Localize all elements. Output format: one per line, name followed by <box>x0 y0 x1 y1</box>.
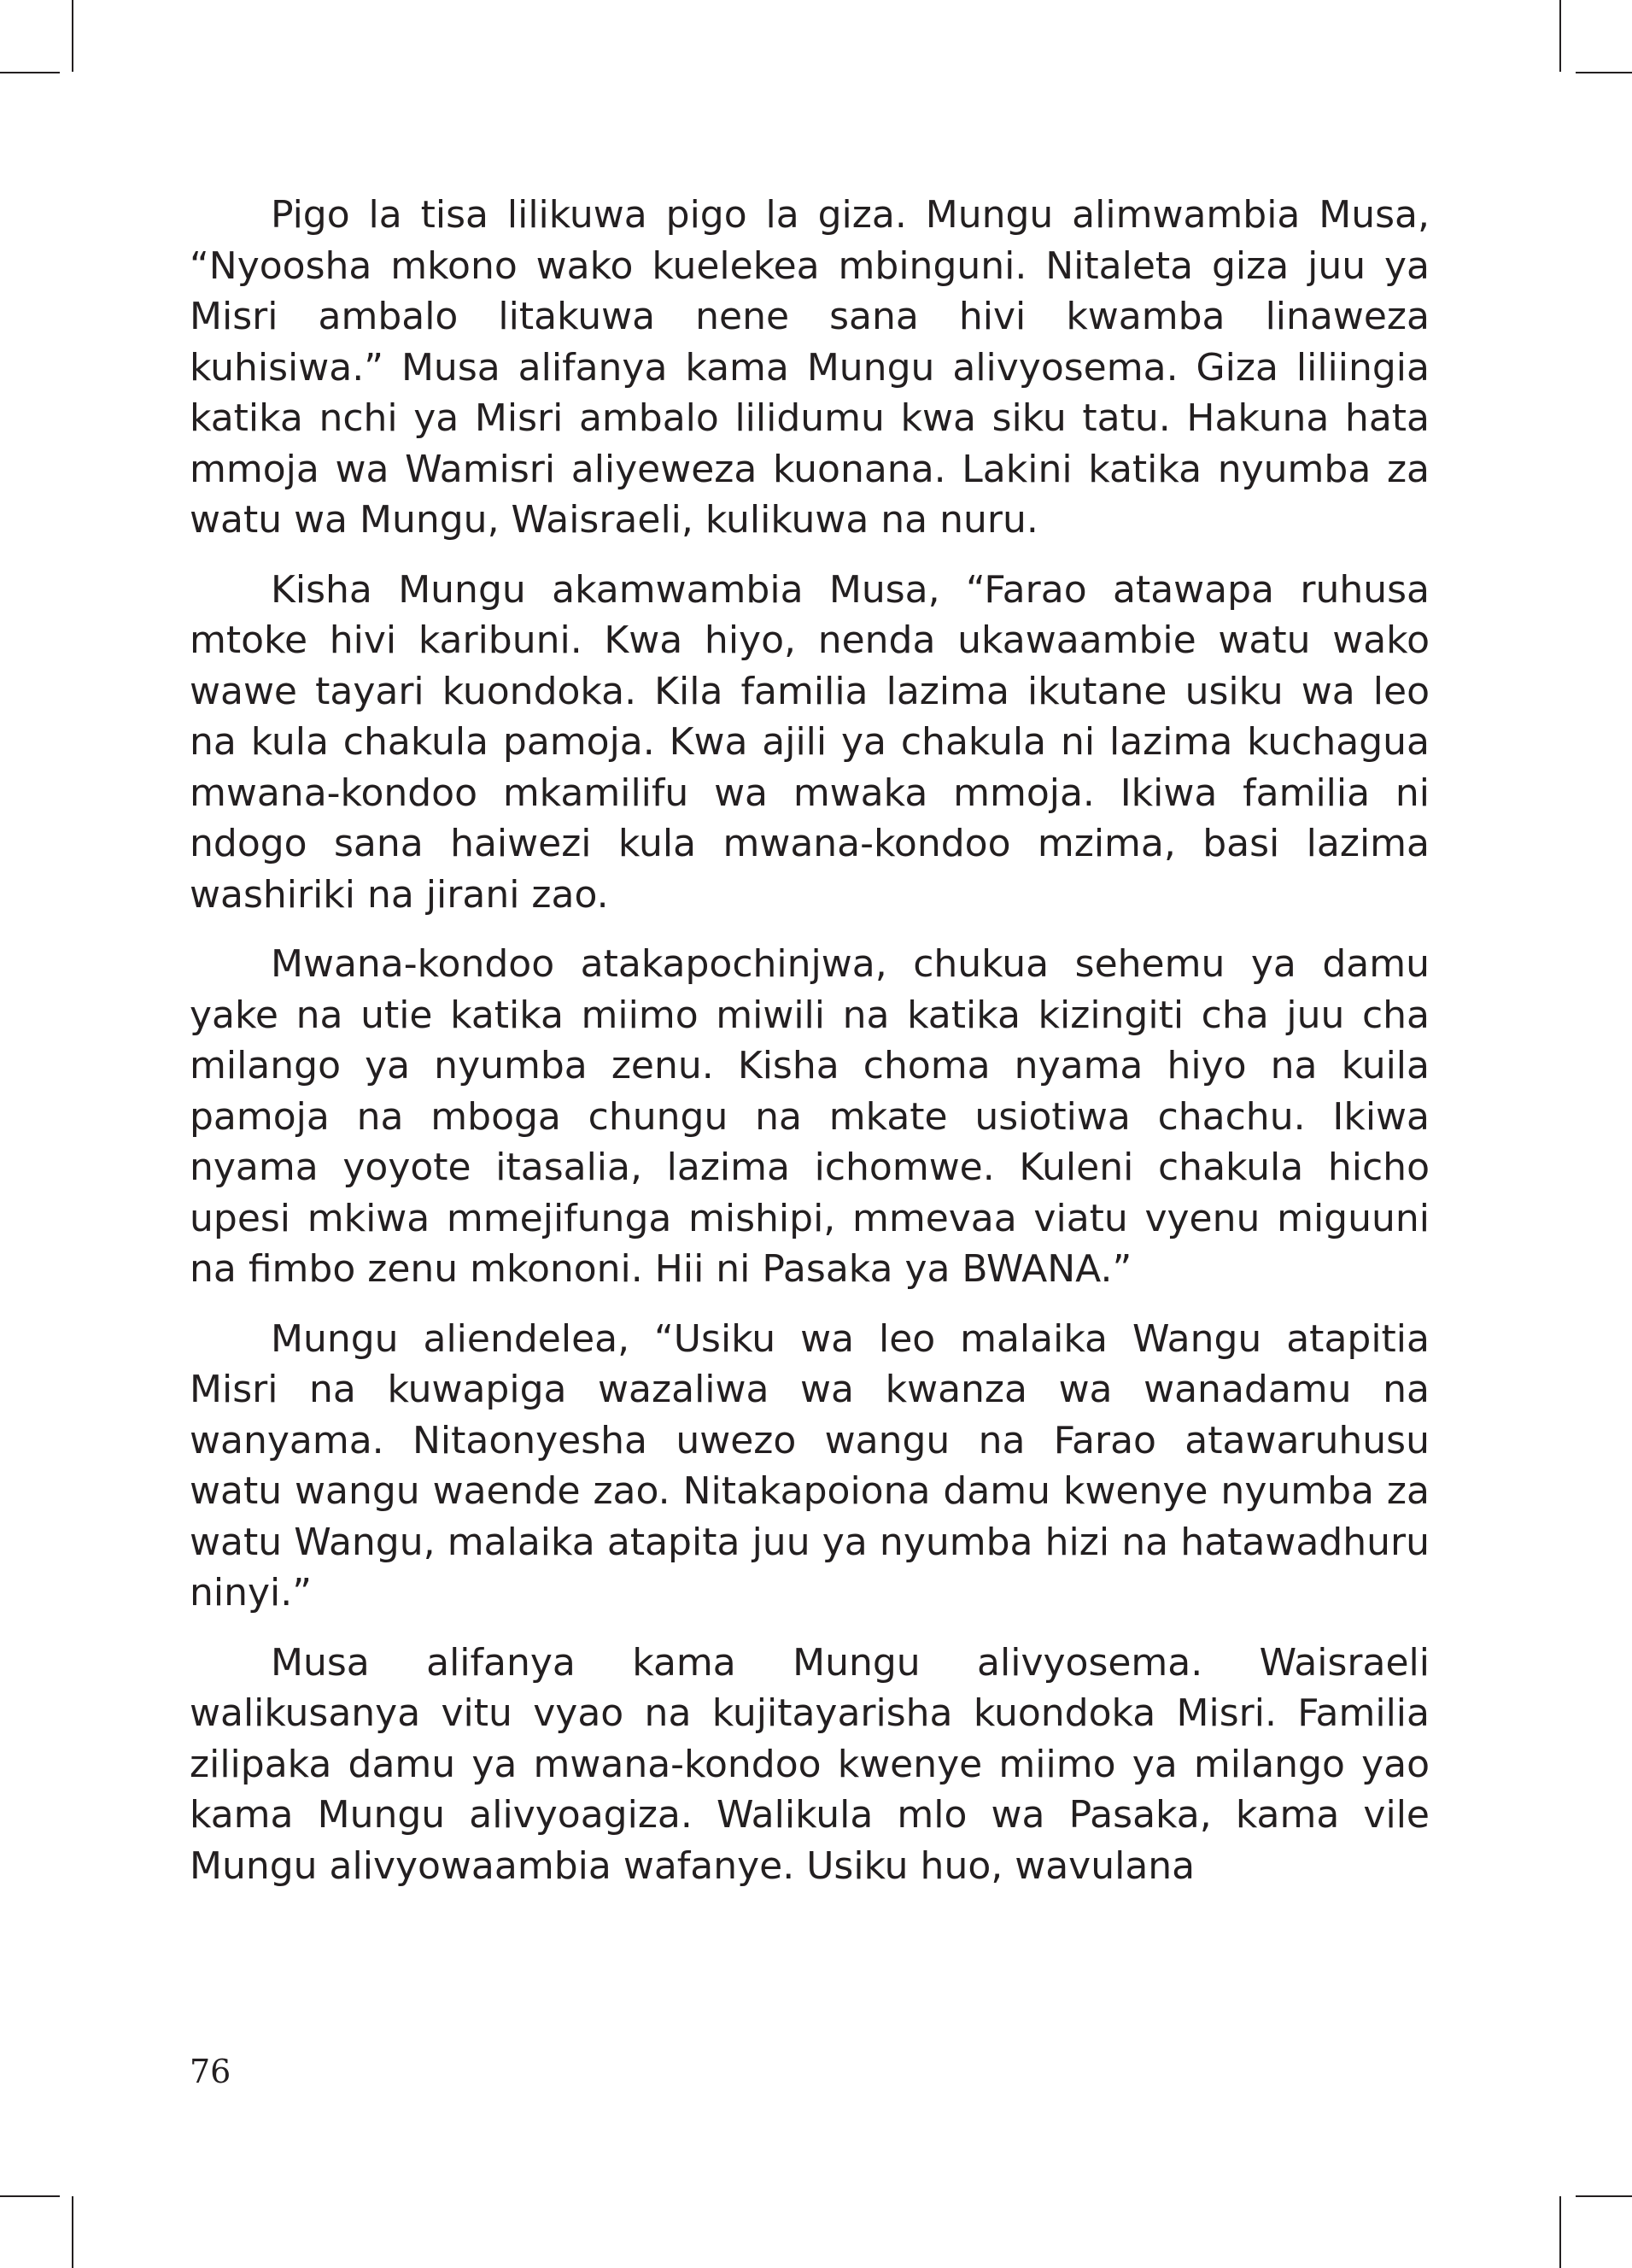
paragraph-4: Mungu aliendelea, “Usiku wa leo malaika Wangu atapitia Misri na kuwapiga wazaliwa wa kwanza wa wanadamu na wanyama. Nitaonyesha uwezo wangu na Farao atawaruhusu watu wangu waende zao. Nitakapoiona damu kwenye nyumba za watu Wangu, malaika atapita juu ya nyumba hizi na hatawadhuru ninyi.” <box>190 1316 1430 1615</box>
paragraph-5: Musa alifanya kama Mungu alivyosema. Waisraeli walikusanya vitu vyao na kujitayarisha kuondoka Misri. Familia zilipaka damu ya mwana-kondoo kwenye miimo ya milango yao kama Mungu alivyoagiza. Walikula mlo wa Pasaka, kama vile Mungu alivyowaambia wafanye. Usiku huo, wavulana <box>190 1640 1430 1888</box>
crop-mark-top-right-vertical <box>1559 0 1561 72</box>
page-number: 76 <box>190 2053 231 2090</box>
crop-mark-top-right-horizontal <box>1576 72 1632 73</box>
paragraph-1: Pigo la tisa lilikuwa pigo la giza. Mungu alimwambia Musa, “Nyoosha mkono wako kuelekea mbinguni. Nitaleta giza juu ya Misri ambalo litakuwa nene sana hivi kwamba linaweza kuhisiwa.” Musa alifanya kama Mungu alivyosema. Giza liliingia katika nchi ya Misri ambalo lilidumu kwa siku tatu. Hakuna hata mmoja wa Wamisri aliyeweza kuonana. Lakini katika nyumba za watu wa Mungu, Waisraeli, kulikuwa na nuru. <box>190 193 1430 542</box>
crop-mark-bottom-left-vertical <box>72 2196 73 2268</box>
crop-mark-bottom-right-vertical <box>1559 2196 1561 2268</box>
crop-mark-top-left-vertical <box>72 0 73 72</box>
page-body <box>190 190 1430 1910</box>
paragraph-3: Mwana-kondoo atakapochinjwa, chukua sehemu ya damu yake na utie katika miimo miwili na katika kizingiti cha juu cha milango ya nyumba zenu. Kisha choma nyama hiyo na kuila pamoja na mboga chungu na mkate usiotiwa chachu. Ikiwa nyama yoyote itasalia, lazima ichomwe. Kuleni chakula hicho upesi mkiwa mmejifunga mishipi, mmevaa viatu vyenu miguuni na fimbo zenu mkononi. Hii ni Pasaka ya BWANA.” <box>190 942 1430 1291</box>
paragraph-2: Kisha Mungu akamwambia Musa, “Farao atawapa ruhusa mtoke hivi karibuni. Kwa hiyo, nenda ukawaambie watu wako wawe tayari kuondoka. Kila familia lazima ikutane usiku wa leo na kula chakula pamoja. Kwa ajili ya chakula ni lazima kuchagua mwana-kondoo mkamilifu wa mwaka mmoja. Ikiwa familia ni ndogo sana haiwezi kula mwana-kondoo mzima, basi lazima washiriki na jirani zao. <box>190 567 1430 917</box>
crop-mark-top-left-horizontal <box>0 72 60 73</box>
crop-mark-bottom-right-horizontal <box>1576 2195 1632 2197</box>
crop-mark-bottom-left-horizontal <box>0 2195 60 2197</box>
